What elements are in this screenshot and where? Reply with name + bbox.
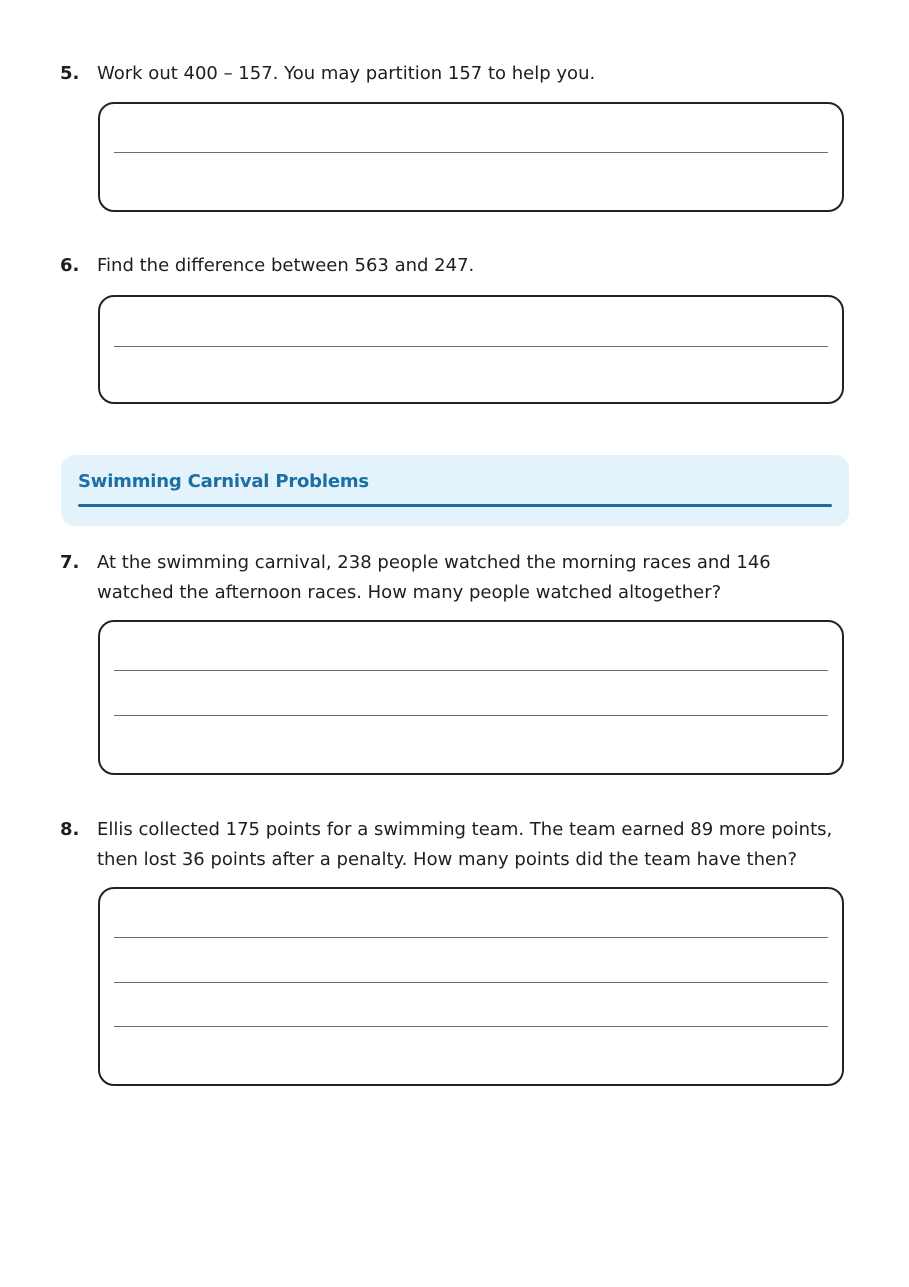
question-text: Find the difference between 563 and 247.: [97, 255, 475, 276]
answer-line: [114, 937, 828, 938]
answer-line: [114, 982, 828, 983]
question-number: 5.: [60, 63, 80, 84]
answer-line: [114, 715, 828, 716]
question-text: Ellis collected 175 points for a swimming team. The team earned 89 more points, then lost 36 points after a penalty. How many points did the team have then?: [97, 819, 833, 870]
section-underline: [78, 504, 832, 507]
answer-line: [114, 670, 828, 671]
question-number: 7.: [60, 552, 80, 573]
question-text: Work out 400 – 157. You may partition 157 to help you.: [97, 63, 596, 84]
answer-box-6[interactable]: [98, 295, 844, 404]
question-number: 6.: [60, 255, 80, 276]
answer-box-5[interactable]: [98, 102, 844, 212]
question-7: [60, 548, 850, 608]
answer-line: [114, 1026, 828, 1027]
section-title: Swimming Carnival Problems: [78, 471, 369, 492]
section-banner: [61, 455, 849, 526]
question-text: At the swimming carnival, 238 people watched the morning races and 146 watched the afternoon races. How many people watched altogether?: [97, 552, 771, 603]
question-8: [60, 815, 850, 875]
answer-line: [114, 152, 828, 153]
answer-box-7[interactable]: [98, 620, 844, 775]
question-6: [60, 251, 850, 281]
answer-line: [114, 346, 828, 347]
question-number: 8.: [60, 819, 80, 840]
question-5: [60, 59, 850, 89]
answer-box-8[interactable]: [98, 887, 844, 1086]
